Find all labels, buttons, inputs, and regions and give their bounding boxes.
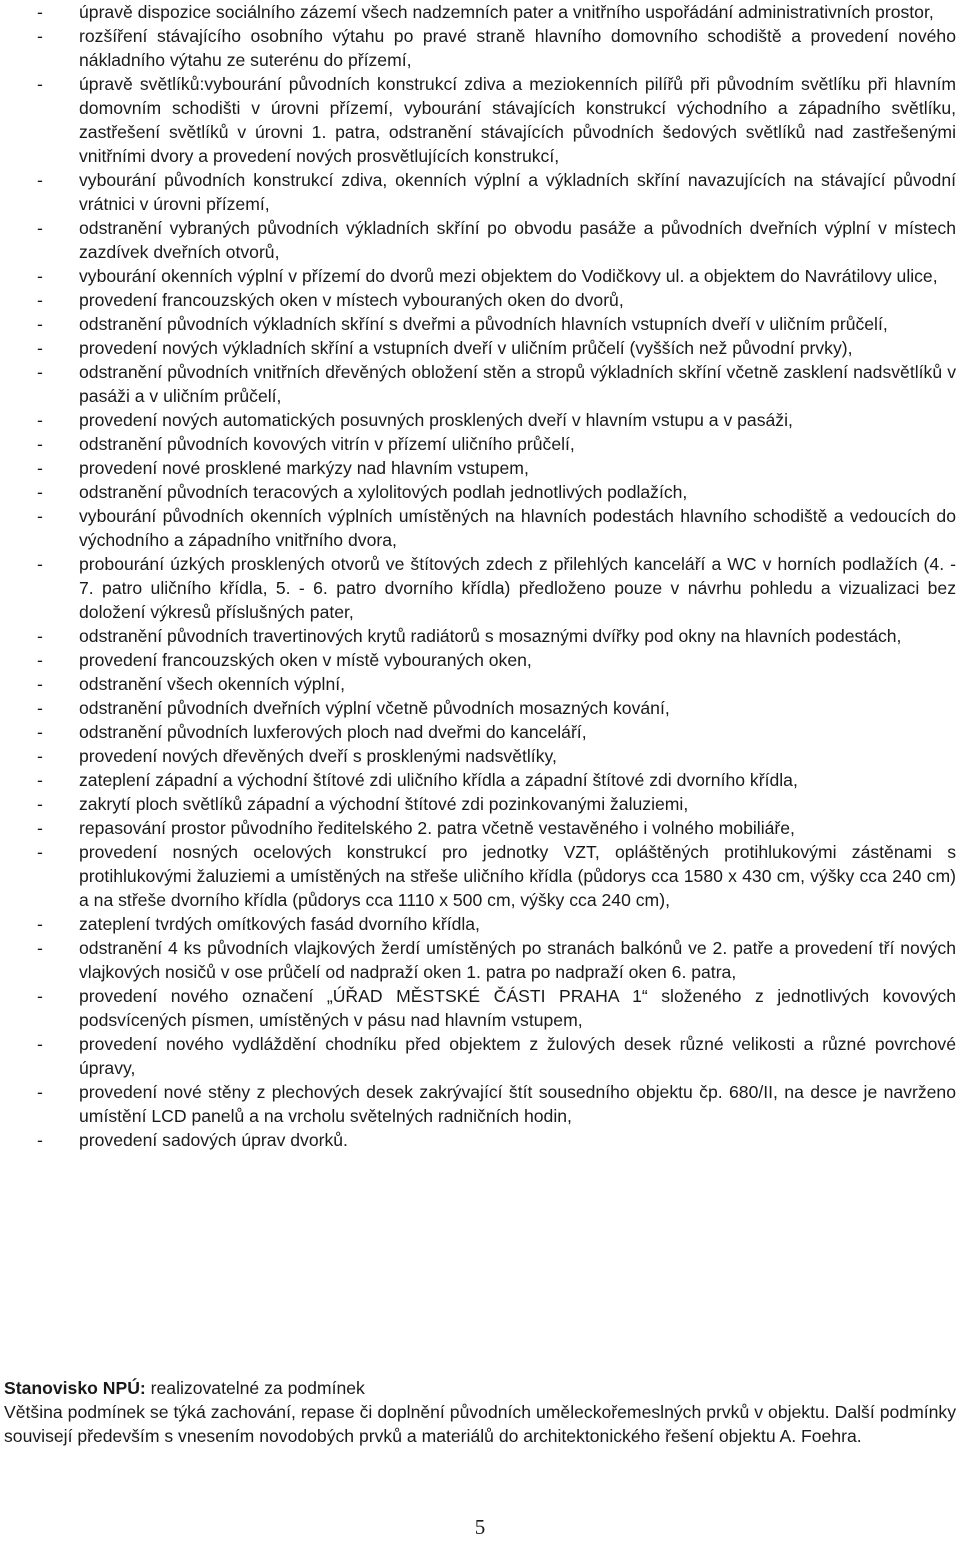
npu-body: Většina podmínek se týká zachování, repase či doplnění původních uměleckořemeslných prvků v objektu. Další podmínky souvisejí především s vnesením novodobých prvků a materiálů do architektonického řešení objektu A. Foehra.: [4, 1402, 956, 1446]
list-item: - provedení francouzských oken v místě vybouraných oken,: [0, 648, 956, 672]
list-item: - provedení sadových úprav dvorků.: [0, 1128, 956, 1152]
list-item: - odstranění vybraných původních výkladních skříní po obvodu pasáže a původních dveřních výplní v místech zazdívek dveřních otvorů,: [0, 216, 956, 264]
list-item: - provedení nové stěny z plechových desek zakrývající štít sousedního objektu čp. 680/II, na desce je navrženo umístění LCD panelů a na vrcholu světelných radničních hodin,: [0, 1080, 956, 1128]
list-item: - odstranění 4 ks původních vlajkových žerdí umístěných po stranách balkónů ve 2. patře a provedení tří nových vlajkových nosičů v ose průčelí od nadpraží oken 1. patra po nadpraží oken 6. patra,: [0, 936, 956, 984]
list-item: - provedení nové prosklené markýzy nad hlavním vstupem,: [0, 456, 956, 480]
list-item: - odstranění původních vnitřních dřevěných obložení stěn a stropů výkladních skříní včetně zasklení nadsvětlíků v pasáži a v uličním průčelí,: [0, 360, 956, 408]
list-item: - repasování prostor původního ředitelského 2. patra včetně vestavěného i volného mobiliáře,: [0, 816, 956, 840]
list-item: - odstranění původních výkladních skříní s dveřmi a původních hlavních vstupních dveří v uličním průčelí,: [0, 312, 956, 336]
npu-heading-label: Stanovisko NPÚ:: [4, 1378, 146, 1398]
list-item: - zakrytí ploch světlíků západní a východní štítové zdi pozinkovanými žaluziemi,: [0, 792, 956, 816]
npu-statement: [4, 1376, 956, 1448]
page-number: 5: [474, 1515, 486, 1539]
list-item: - odstranění původních teracových a xylolitových podlah jednotlivých podlažích,: [0, 480, 956, 504]
list-item: - zateplení tvrdých omítkových fasád dvorního křídla,: [0, 912, 956, 936]
list-item: - provedení nových automatických posuvných prosklených dveří v hlavním vstupu a v pasáži,: [0, 408, 956, 432]
list-item: - odstranění původních dveřních výplní včetně původních mosazných kování,: [0, 696, 956, 720]
list-item: - odstranění původních kovových vitrín v přízemí uličního průčelí,: [0, 432, 956, 456]
list-item: - provedení nového označení „ÚŘAD MĚSTSKÉ ČÁSTI PRAHA 1“ složeného z jednotlivých kovových podsvícených písmen, umístěných v pásu nad hlavním vstupem,: [0, 984, 956, 1032]
list-item: - odstranění původních luxferových ploch nad dveřmi do kanceláří,: [0, 720, 956, 744]
list-item: - odstranění všech okenních výplní,: [0, 672, 956, 696]
list-item: - provedení nových dřevěných dveří s prosklenými nadsvětlíky,: [0, 744, 956, 768]
list-item: - úpravě světlíků:vybourání původních konstrukcí zdiva a meziokenních pilířů při původním světlíku při hlavním domovním schodišti v úrovni přízemí, vybourání stávajících konstrukcí východního a západního světlíku, zastřešení světlíků v úrovni 1. patra, odstranění stávajících původních šedových světlíků nad zastřešenými vnitřními dvory a provedení nových prosvětlujících konstrukcí,: [0, 72, 956, 168]
list-item: - probourání úzkých prosklených otvorů ve štítových zdech z přilehlých kanceláří a WC v horních podlažích (4. - 7. patro uličního křídla, 5. - 6. patro dvorního křídla) předloženo pouze v návrhu pohledu a vizualizaci bez doložení výkresů příslušných pater,: [0, 552, 956, 624]
list-item: - zateplení západní a východní štítové zdi uličního křídla a západní štítové zdi dvorního křídla,: [0, 768, 956, 792]
list-item: - rozšíření stávajícího osobního výtahu po pravé straně hlavního domovního schodiště a provedení nového nákladního výtahu ze suterénu do přízemí,: [0, 24, 956, 72]
list-item: - provedení nosných ocelových konstrukcí pro jednotky VZT, opláštěných protihlukovými zástěnami s protihlukovými žaluziemi a umístěných na střeše uličního křídla (půdorys cca 1580 x 430 cm, výšky cca 240 cm) a na střeše dvorního křídla (půdorys cca 1110 x 500 cm, výšky cca 240 cm),: [0, 840, 956, 912]
list-item: - vybourání původních okenních výplních umístěných na hlavních podestách hlavního schodiště a vedoucích do východního a západního vnitřního dvora,: [0, 504, 956, 552]
list-item: - vybourání okenních výplní v přízemí do dvorů mezi objektem do Vodičkovy ul. a objektem do Navrátilovy ulice,: [0, 264, 956, 288]
list-item: - úpravě dispozice sociálního zázemí všech nadzemních pater a vnitřního uspořádání administrativních prostor,: [0, 0, 956, 24]
npu-heading: [4, 1376, 956, 1400]
list-item: - vybourání původních konstrukcí zdiva, okenních výplní a výkladních skříní navazujících na stávající původní vrátnici v úrovni přízemí,: [0, 168, 956, 216]
npu-heading-value: realizovatelné za podmínek: [145, 1378, 365, 1398]
list-item: - provedení francouzských oken v místech vybouraných oken do dvorů,: [0, 288, 956, 312]
list-item: - provedení nových výkladních skříní a vstupních dveří v uličním průčelí (vyšších než původní prvky),: [0, 336, 956, 360]
list-item: - provedení nového vydláždění chodníku před objektem z žulových desek různé velikosti a různé povrchové úpravy,: [0, 1032, 956, 1080]
list-item: - odstranění původních travertinových krytů radiátorů s mosaznými dvířky pod okny na hlavních podestách,: [0, 624, 956, 648]
